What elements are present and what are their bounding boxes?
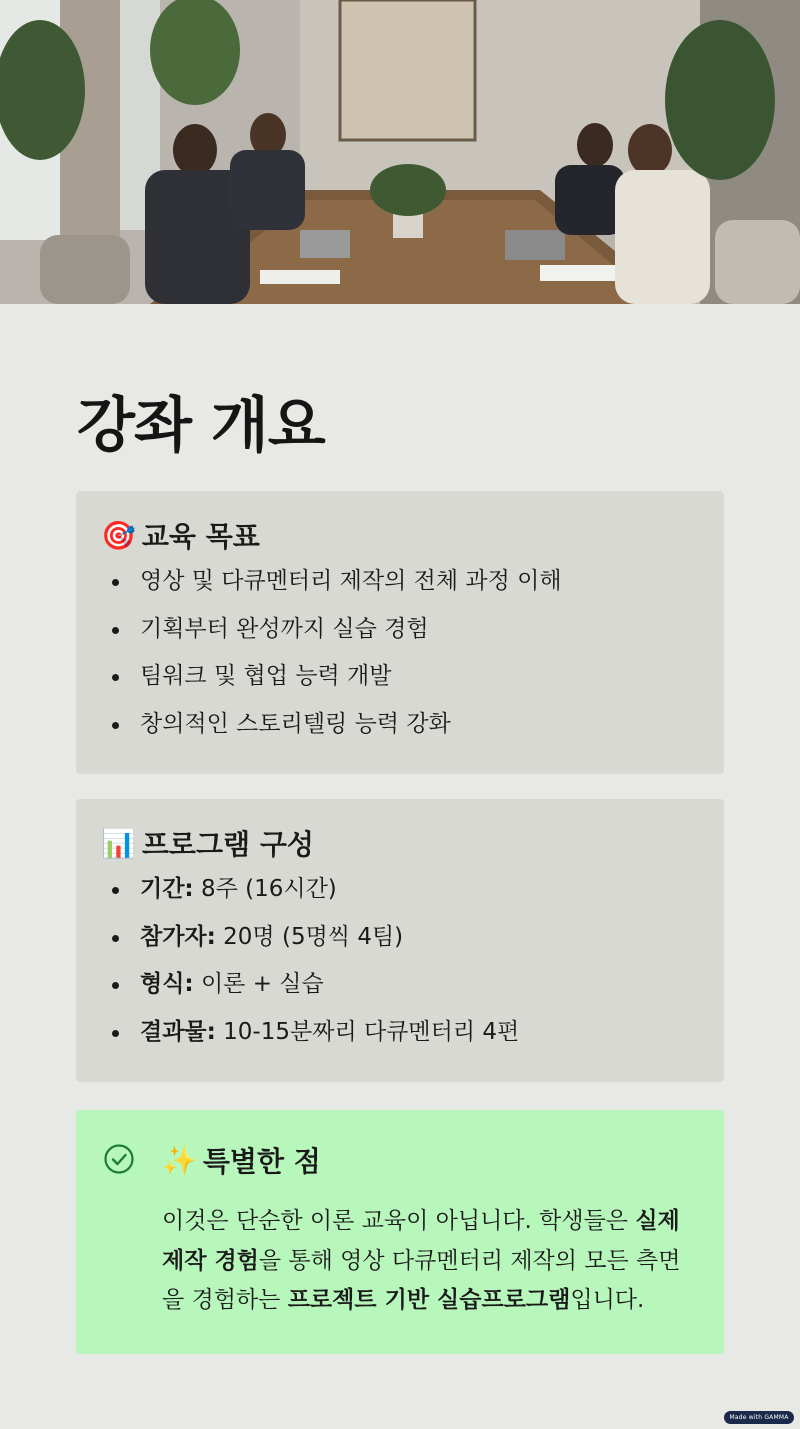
special-card [76,1110,724,1354]
body-emphasis: 프로젝트 기반 실습프로그램 [287,1287,571,1313]
objectives-list [106,569,562,759]
item-value: 20명 (5명씩 4팀) [215,923,404,950]
special-heading [162,1140,321,1180]
objectives-heading [101,515,260,555]
list-item [106,1020,519,1044]
sparkles-icon: ✨ [162,1143,197,1177]
list-item [106,877,519,901]
item-label: 참가자: [140,923,216,950]
program-card [76,799,724,1082]
special-heading-text: 특별한 점 [202,1145,321,1178]
list-item [106,972,519,996]
list-item: 창의적인 스토리텔링 능력 강화 [106,712,562,736]
body-text: 을 통해 영상 다큐멘터리 제작의 모든 측면을 경험하는 [162,1247,681,1313]
item-value: 8주 (16시간) [193,876,337,902]
made-with-badge[interactable]: Made with GAMMA [724,1411,794,1424]
body-text: 이것은 단순한 이론 교육이 아닙니다. 학생들은 [162,1208,636,1234]
body-emphasis: 실제 제작 경험 [162,1208,680,1274]
objectives-card [76,491,724,774]
bar-chart-icon: 📊 [101,826,136,860]
special-body [162,1202,702,1321]
list-item: 팀워크 및 협업 능력 개발 [106,664,562,688]
body-text: 입니다. [570,1287,645,1313]
item-value: 이론 + 실습 [193,971,324,997]
item-label: 형식: [140,971,194,997]
program-heading-text: 프로그램 구성 [141,828,314,861]
target-icon: 🎯 [101,518,136,552]
program-list [106,877,519,1067]
item-label: 결과물: [140,1018,216,1045]
item-label: 기간: [140,876,194,902]
list-item [106,925,519,949]
hero-photo-meeting-room [0,0,800,304]
item-value: 10-15분짜리 다큐멘터리 4편 [215,1018,520,1045]
list-item: 기획부터 완성까지 실습 경험 [106,617,562,641]
program-heading [101,823,314,863]
list-item: 영상 및 다큐멘터리 제작의 전체 과정 이해 [106,569,562,593]
page-title: 강좌 개요 [77,391,325,461]
objectives-heading-text: 교육 목표 [141,520,260,553]
check-circle-icon [103,1143,135,1175]
